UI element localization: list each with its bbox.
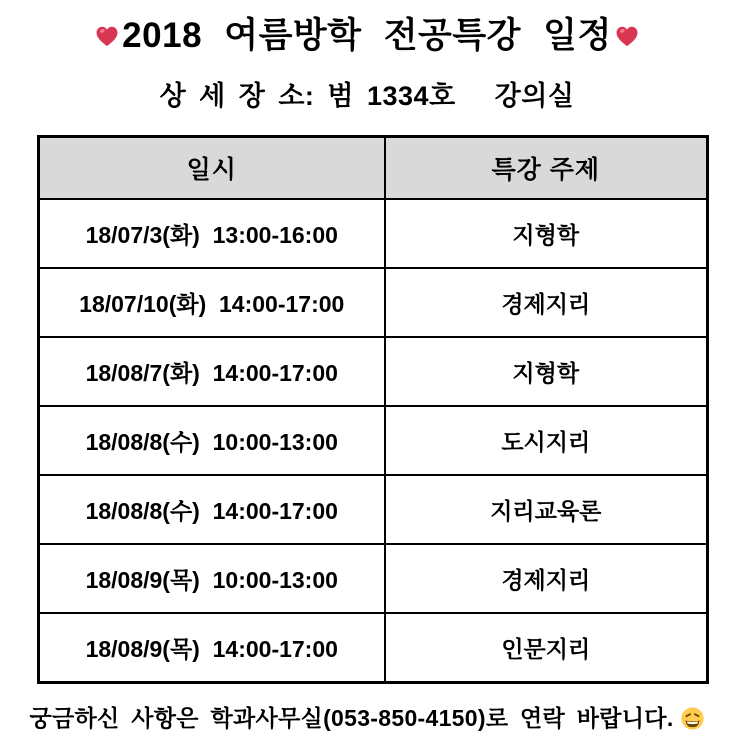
table-row: [39, 268, 708, 337]
table-header-row: [39, 137, 708, 200]
topic-cell: 인문지리: [385, 613, 708, 683]
table-header-datetime: 일시: [39, 137, 385, 200]
datetime-cell: 18/07/3(화) 13:00-16:00: [39, 199, 385, 268]
grinning-face-emoji: [674, 705, 705, 731]
table-row: [39, 613, 708, 683]
page-subtitle: 상 세 장 소: 범 1334호 강의실: [159, 81, 575, 111]
topic-cell: 지리교육론: [385, 475, 708, 544]
datetime-cell: 18/08/9(목) 14:00-17:00: [39, 613, 385, 683]
topic-cell: 지형학: [385, 199, 708, 268]
datetime-cell: 18/07/10(화) 14:00-17:00: [39, 268, 385, 337]
footer-note-text: 궁금하신 사항은 학과사무실(053-850-4150)로 연락 바랍니다.: [29, 705, 674, 731]
datetime-cell: 18/08/9(목) 10:00-13:00: [39, 544, 385, 613]
table-row: [39, 337, 708, 406]
heart-icon: [94, 16, 120, 55]
datetime-cell: 18/08/8(수) 14:00-17:00: [39, 475, 385, 544]
table-row: [39, 406, 708, 475]
topic-cell: 지형학: [385, 337, 708, 406]
topic-cell: 경제지리: [385, 268, 708, 337]
schedule-table: [37, 135, 709, 684]
heart-icon: [614, 16, 640, 55]
table-row: [39, 475, 708, 544]
page-title-text: 2018 여름방학 전공특강 일정: [122, 16, 612, 55]
table-row: [39, 199, 708, 268]
topic-cell: 경제지리: [385, 544, 708, 613]
topic-cell: 도시지리: [385, 406, 708, 475]
footer-note: [0, 700, 734, 733]
datetime-cell: 18/08/8(수) 10:00-13:00: [39, 406, 385, 475]
table-header-topic: 특강 주제: [385, 137, 708, 200]
table-row: [39, 544, 708, 613]
datetime-cell: 18/08/7(화) 14:00-17:00: [39, 337, 385, 406]
page-title: [0, 8, 734, 58]
